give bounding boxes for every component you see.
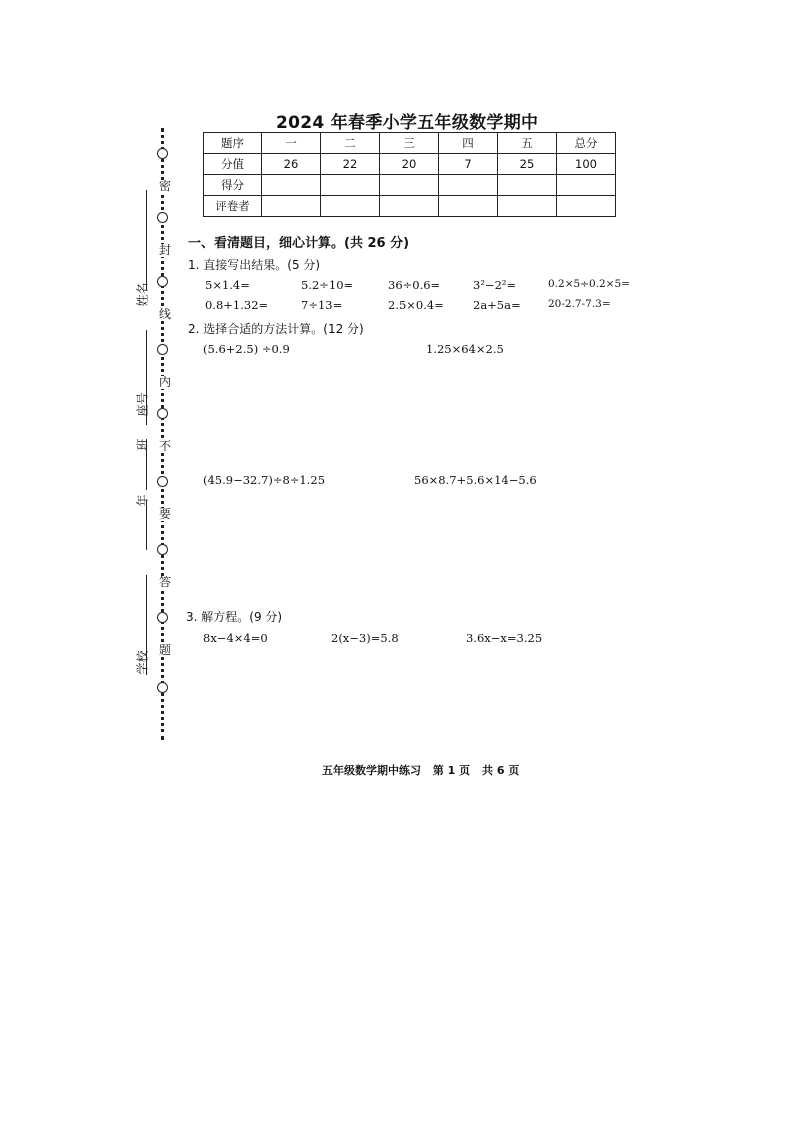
name-label: 姓名 bbox=[135, 282, 150, 307]
table-cell: 题序 bbox=[204, 133, 262, 154]
question-title: 2. 选择合适的方法计算。(12 分) bbox=[188, 322, 364, 336]
table-cell: 7 bbox=[439, 154, 498, 175]
expression: 2a+5a= bbox=[473, 298, 521, 312]
score-input-cell[interactable] bbox=[321, 175, 380, 196]
seal-char: 题 bbox=[158, 643, 171, 657]
expression: 3²−2²= bbox=[473, 278, 517, 292]
expression: 5.2÷10= bbox=[301, 278, 354, 292]
expression: 7÷13= bbox=[301, 298, 343, 312]
seal-char: 线 bbox=[158, 307, 171, 321]
question-title: 3. 解方程。(9 分) bbox=[186, 610, 283, 624]
expression: 0.8+1.32= bbox=[205, 298, 269, 312]
expression: 2(x−3)=5.8 bbox=[331, 631, 399, 645]
score-table bbox=[203, 132, 616, 217]
table-cell: 分值 bbox=[204, 154, 262, 175]
table-cell: 26 bbox=[262, 154, 321, 175]
seal-ring bbox=[157, 148, 168, 159]
seal-char: 答 bbox=[158, 575, 171, 589]
table-cell: 评卷者 bbox=[204, 196, 262, 217]
grader-input-cell[interactable] bbox=[321, 196, 380, 217]
expression: 0.2×5÷0.2×5= bbox=[548, 278, 630, 290]
table-cell: 二 bbox=[321, 133, 380, 154]
expression: 8x−4×4=0 bbox=[203, 631, 268, 645]
seal-ring bbox=[157, 682, 168, 693]
grade-underline bbox=[146, 500, 147, 550]
seal-char: 要 bbox=[158, 507, 171, 521]
grader-input-cell[interactable] bbox=[498, 196, 557, 217]
footer-page: 第 1 页 bbox=[432, 764, 471, 777]
grade-label: 年 bbox=[135, 494, 150, 507]
table-row bbox=[204, 175, 616, 196]
table-cell: 20 bbox=[380, 154, 439, 175]
class-label: 班 bbox=[135, 438, 150, 451]
expression: 20-2.7-7.3= bbox=[548, 298, 611, 310]
seal-char: 密 bbox=[158, 179, 171, 193]
seal-ring bbox=[157, 612, 168, 623]
score-input-cell[interactable] bbox=[262, 175, 321, 196]
table-cell: 一 bbox=[262, 133, 321, 154]
footer-exam: 五年级数学期中练习 bbox=[322, 764, 421, 777]
seal-ring bbox=[157, 344, 168, 355]
score-input-cell[interactable] bbox=[380, 175, 439, 196]
binding-strip bbox=[0, 0, 200, 760]
school-label: 学校 bbox=[135, 650, 150, 675]
expression: 2.5×0.4= bbox=[388, 298, 444, 312]
table-row bbox=[204, 196, 616, 217]
expression: 56×8.7+5.6×14−5.6 bbox=[414, 473, 537, 487]
name-underline bbox=[146, 190, 147, 290]
seal-char: 封 bbox=[158, 243, 171, 257]
seal-ring bbox=[157, 476, 168, 487]
expression: (5.6+2.5) ÷0.9 bbox=[203, 342, 290, 356]
grader-input-cell[interactable] bbox=[262, 196, 321, 217]
score-input-cell[interactable] bbox=[557, 175, 616, 196]
grader-input-cell[interactable] bbox=[557, 196, 616, 217]
expression: 36÷0.6= bbox=[388, 278, 441, 292]
table-row bbox=[204, 154, 616, 175]
page-title: 2024 年春季小学五年级数学期中 bbox=[276, 113, 539, 133]
table-row bbox=[204, 133, 616, 154]
expression: (45.9−32.7)÷8÷1.25 bbox=[203, 473, 326, 487]
seal-char: 不 bbox=[158, 439, 171, 453]
seal-char: 内 bbox=[158, 375, 171, 389]
grader-input-cell[interactable] bbox=[439, 196, 498, 217]
page-footer bbox=[322, 762, 527, 778]
score-input-cell[interactable] bbox=[439, 175, 498, 196]
table-cell: 100 bbox=[557, 154, 616, 175]
expression: 5×1.4= bbox=[205, 278, 250, 292]
seal-ring bbox=[157, 212, 168, 223]
seal-ring bbox=[157, 408, 168, 419]
score-input-cell[interactable] bbox=[498, 175, 557, 196]
table-cell: 五 bbox=[498, 133, 557, 154]
expression: 1.25×64×2.5 bbox=[426, 342, 504, 356]
seal-ring bbox=[157, 544, 168, 555]
table-cell: 得分 bbox=[204, 175, 262, 196]
expression: 3.6x−x=3.25 bbox=[466, 631, 543, 645]
seat-label: 座号 bbox=[135, 392, 150, 417]
table-cell: 25 bbox=[498, 154, 557, 175]
seal-ring bbox=[157, 276, 168, 287]
table-cell: 三 bbox=[380, 133, 439, 154]
grader-input-cell[interactable] bbox=[380, 196, 439, 217]
footer-total: 共 6 页 bbox=[482, 764, 520, 777]
table-cell: 四 bbox=[439, 133, 498, 154]
question-title: 1. 直接写出结果。(5 分) bbox=[188, 258, 321, 272]
table-cell: 22 bbox=[321, 154, 380, 175]
section-title: 一、看清题目，细心计算。(共 26 分) bbox=[188, 236, 410, 251]
table-cell: 总分 bbox=[557, 133, 616, 154]
